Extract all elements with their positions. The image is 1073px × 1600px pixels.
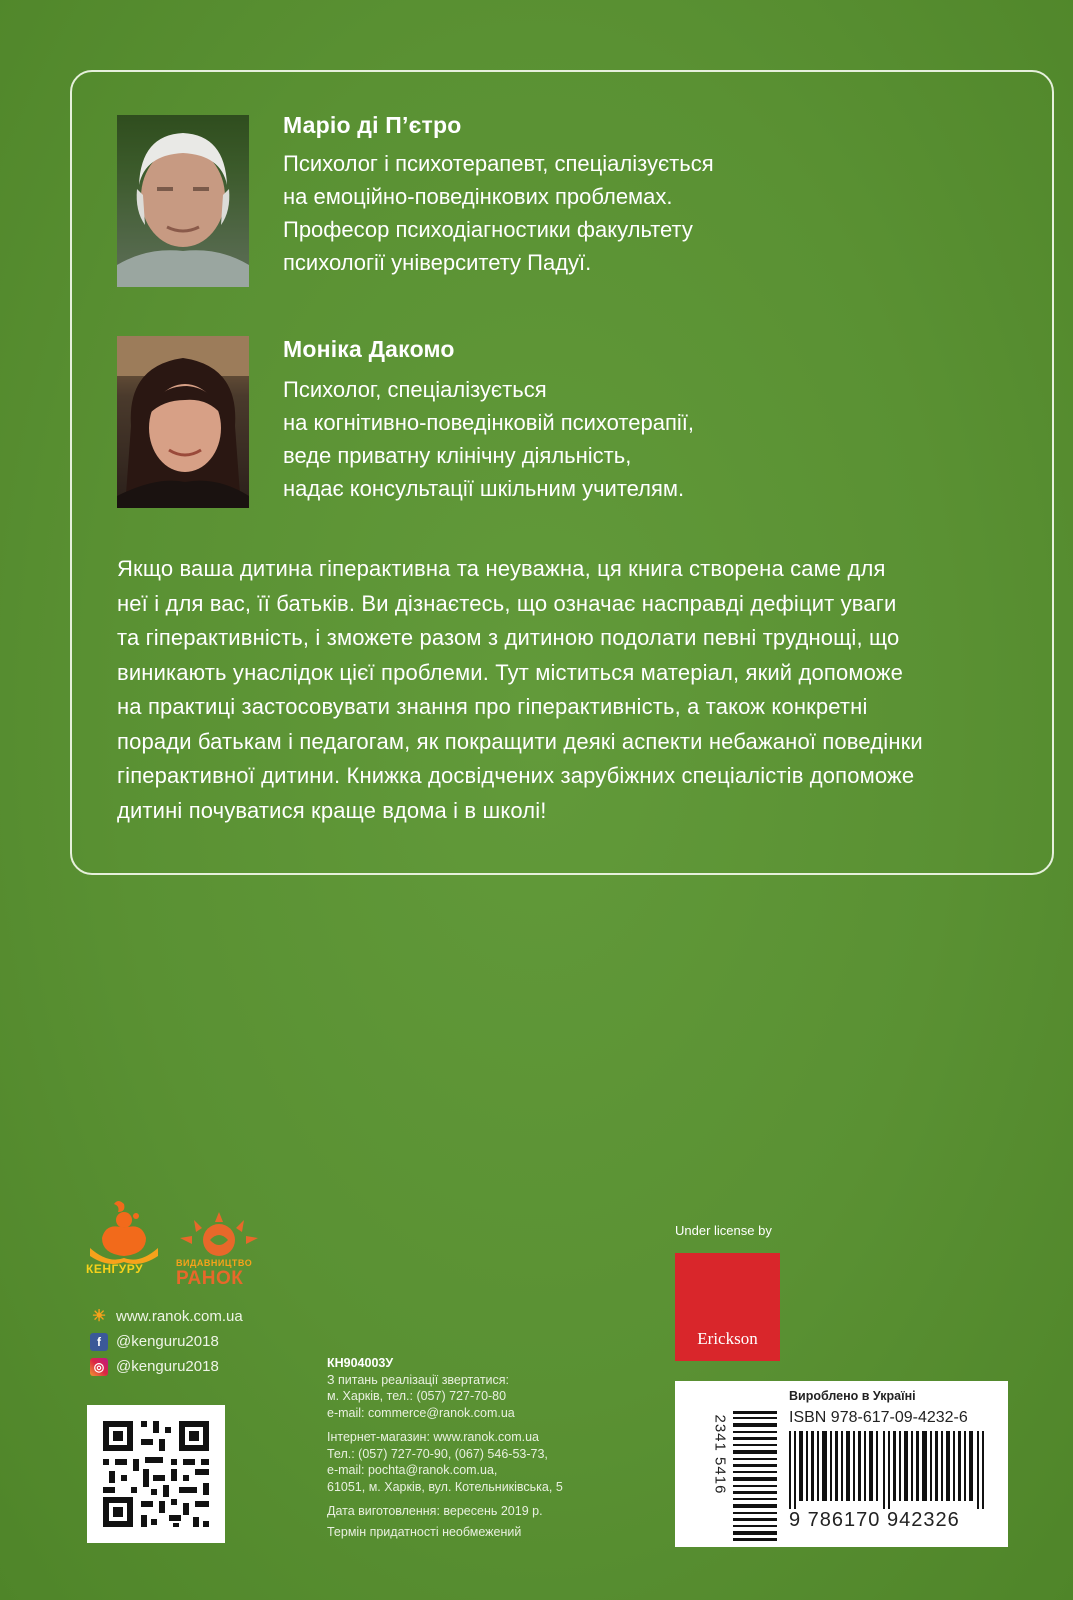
shelf-life: Термін придатності необмежений xyxy=(327,1524,522,1539)
author-name-2: Моніка Дакомо xyxy=(283,336,455,362)
ranok-label: РАНОК xyxy=(176,1268,244,1289)
description-line: неї і для вас, її батьків. Ви дізнаєтесь, що означає насправді дефіцит уваги xyxy=(117,590,897,616)
description-line: виникають унаслідок цієї проблеми. Тут міститься матеріал, який допоможе xyxy=(117,659,903,685)
description-line: поради батькам і педагогам, як покращити деякі аспекти небажаної поведінки xyxy=(117,728,923,754)
description-line: на практиці застосовувати знання про гіперактивність, а також конкретні xyxy=(117,694,868,719)
description-line: Якщо ваша дитина гіперактивна та неуважна, ця книга створена саме для xyxy=(117,556,886,581)
facebook-handle[interactable]: @kenguru2018 xyxy=(116,1333,219,1350)
author-name-1: Маріо ді П’єтро xyxy=(283,112,462,138)
side-digits-text: 2341 5416 xyxy=(711,1414,729,1495)
website-link[interactable]: www.ranok.com.ua xyxy=(116,1308,243,1325)
imprint-line: e-mail: pochta@ranok.com.ua, xyxy=(327,1463,498,1477)
bio-line: Психолог, спеціалізується xyxy=(283,377,547,402)
facebook-icon: f xyxy=(90,1333,108,1351)
kenguru-label: КЕНГУРУ xyxy=(86,1262,144,1276)
imprint-line: м. Харків, тел.: (057) 727-70-80 xyxy=(327,1389,507,1403)
bio-line: на когнітивно-поведінковій психотерапії, xyxy=(283,410,694,435)
bio-line: психології університету Падуї. xyxy=(283,250,592,275)
product-code: КН904003У xyxy=(327,1356,394,1370)
author-bio-1 xyxy=(283,147,714,279)
bio-line: на емоційно-поведінкових проблемах. xyxy=(283,184,673,209)
contacts xyxy=(90,1304,243,1379)
isbn-label: ISBN 978-617-09-4232-6 xyxy=(789,1409,968,1426)
author-bio-2 xyxy=(283,373,694,505)
bio-line: Психолог і психотерапевт, спеціалізується xyxy=(283,151,714,176)
instagram-row[interactable] xyxy=(90,1354,243,1379)
instagram-icon: ◎ xyxy=(90,1358,108,1376)
manufacture-date: Дата виготовлення: вересень 2019 р. xyxy=(327,1504,543,1518)
barcode-panel xyxy=(675,1381,1008,1547)
sun-icon: ☀ xyxy=(91,1307,107,1325)
barcode-digits: 9 786170 942326 xyxy=(789,1509,960,1531)
imprint-line: e-mail: commerce@ranok.com.ua xyxy=(327,1405,515,1420)
author-photo-mario xyxy=(117,115,249,287)
imprint-line: Інтернет-магазин: www.ranok.com.ua xyxy=(327,1430,539,1444)
website-row[interactable] xyxy=(90,1304,243,1329)
kenguru-logo xyxy=(88,1198,160,1278)
description-line: дитині почуватися краще вдома і в школі! xyxy=(117,797,547,823)
license-label: Under license by xyxy=(675,1223,772,1238)
publisher-imprint xyxy=(327,1355,563,1540)
main-barcode xyxy=(789,1431,989,1509)
bio-line: веде приватну клінічну діяльність, xyxy=(283,443,632,468)
side-barcode-digits xyxy=(705,1414,729,1531)
imprint-line: 61051, м. Харків, вул. Котельниківська, 5 xyxy=(327,1479,563,1494)
made-in-label: Вироблено в Україні xyxy=(789,1389,916,1403)
erickson-logo xyxy=(675,1253,780,1361)
qr-code[interactable] xyxy=(87,1405,225,1543)
imprint-line: Тел.: (057) 727-70-90, (067) 546-53-73, xyxy=(327,1446,548,1461)
imprint-line: З питань реалізації звертатися: xyxy=(327,1372,510,1387)
book-description xyxy=(117,552,1017,828)
ranok-logo xyxy=(174,1208,264,1288)
erickson-brand: Erickson xyxy=(697,1329,758,1348)
author-photo-monika xyxy=(117,336,249,508)
description-line: та гіперактивність, і зможете разом з дитиною подолати певні труднощі, що xyxy=(117,625,900,650)
bio-line: Професор психодіагностики факультету xyxy=(283,217,693,242)
bio-line: надає консультації шкільним учителям. xyxy=(283,476,685,501)
description-line: гіперактивної дитини. Книжка досвідчених зарубіжних спеціалістів допоможе xyxy=(117,763,915,788)
ranok-small-label: ВИДАВНИЦТВО xyxy=(176,1258,253,1268)
instagram-handle[interactable]: @kenguru2018 xyxy=(116,1358,219,1375)
facebook-row[interactable] xyxy=(90,1329,243,1354)
side-barcode xyxy=(733,1411,777,1541)
